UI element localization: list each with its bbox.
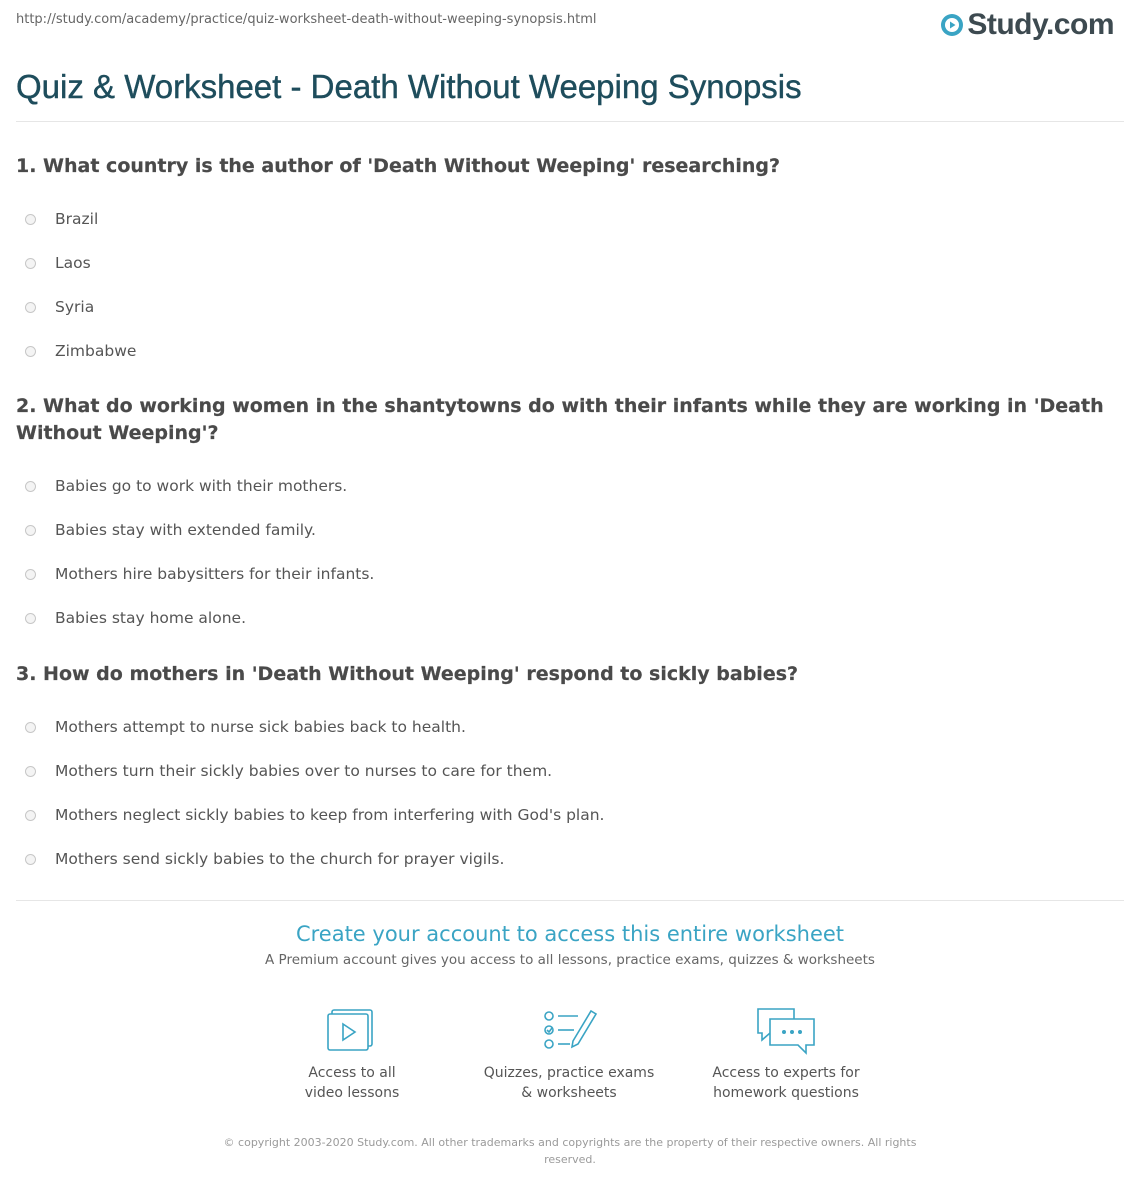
feature-label: Quizzes, practice exams & worksheets <box>483 1065 655 1101</box>
answer-option[interactable] <box>16 793 1124 837</box>
question-text: 3. How do mothers in 'Death Without Weeping' respond to sickly babies? <box>16 663 799 685</box>
copyright-footer: © copyright 2003-2020 Study.com. All other trademarks and copyrights are the property of their respective owners. All rights reserved. <box>223 1136 917 1166</box>
page-url: http://study.com/academy/practice/quiz-worksheet-death-without-weeping-synopsis.html <box>16 12 597 27</box>
option-label: Syria <box>55 298 95 316</box>
feature-experts <box>686 1005 886 1103</box>
quiz-checklist-icon <box>540 1005 598 1055</box>
radio-button[interactable] <box>25 810 36 821</box>
feature-label: Access to experts for homework questions <box>712 1065 860 1101</box>
logo-text: Study.com <box>967 8 1114 41</box>
feature-quizzes <box>469 1005 669 1103</box>
option-label: Laos <box>55 254 91 272</box>
answer-option[interactable] <box>16 749 1124 793</box>
radio-button[interactable] <box>25 854 36 865</box>
option-label: Zimbabwe <box>55 342 137 360</box>
answer-option[interactable] <box>16 837 1124 881</box>
radio-button[interactable] <box>25 302 36 313</box>
study-logo[interactable] <box>940 8 1114 42</box>
chat-bubbles-icon <box>754 1005 818 1055</box>
play-circle-logo-icon <box>940 13 964 37</box>
signup-cta <box>0 922 1140 968</box>
question-text: 1. What country is the author of 'Death Without Weeping' researching? <box>16 155 781 177</box>
option-label: Babies stay home alone. <box>55 609 247 627</box>
top-bar <box>0 0 1140 50</box>
cta-subtitle: A Premium account gives you access to all lessons, practice exams, quizzes & worksheets <box>265 952 875 968</box>
answer-option[interactable] <box>16 241 1124 285</box>
option-label: Babies go to work with their mothers. <box>55 477 348 495</box>
answer-option[interactable] <box>16 508 1124 552</box>
question-1 <box>16 153 1124 373</box>
radio-button[interactable] <box>25 525 36 536</box>
radio-button[interactable] <box>25 722 36 733</box>
question-2 <box>16 393 1124 640</box>
radio-button[interactable] <box>25 346 36 357</box>
answer-options <box>16 705 1124 881</box>
radio-button[interactable] <box>25 258 36 269</box>
answer-option[interactable] <box>16 596 1124 640</box>
answer-option[interactable] <box>16 285 1124 329</box>
option-label: Mothers hire babysitters for their infants. <box>55 565 375 583</box>
question-3 <box>16 661 1124 881</box>
feature-video-lessons <box>252 1005 452 1103</box>
radio-button[interactable] <box>25 214 36 225</box>
radio-button[interactable] <box>25 569 36 580</box>
option-label: Mothers turn their sickly babies over to nurses to care for them. <box>55 762 553 780</box>
answer-option[interactable] <box>16 197 1124 241</box>
answer-options <box>16 197 1124 373</box>
answer-options <box>16 464 1124 640</box>
option-label: Mothers attempt to nurse sick babies back to health. <box>55 718 466 736</box>
option-label: Mothers send sickly babies to the church for prayer vigils. <box>55 850 505 868</box>
answer-option[interactable] <box>16 464 1124 508</box>
answer-option[interactable] <box>16 329 1124 373</box>
cta-title[interactable]: Create your account to access this entire worksheet <box>295 922 845 946</box>
page-title: Quiz & Worksheet - Death Without Weeping Synopsis <box>16 68 802 105</box>
radio-button[interactable] <box>25 766 36 777</box>
option-label: Mothers neglect sickly babies to keep from interfering with God's plan. <box>55 806 605 824</box>
answer-option[interactable] <box>16 705 1124 749</box>
video-lessons-icon <box>324 1005 380 1055</box>
divider <box>16 900 1124 901</box>
radio-button[interactable] <box>25 481 36 492</box>
option-label: Babies stay with extended family. <box>55 521 316 539</box>
radio-button[interactable] <box>25 613 36 624</box>
feature-label: Access to all video lessons <box>304 1065 400 1101</box>
divider <box>16 121 1124 122</box>
option-label: Brazil <box>55 210 99 228</box>
answer-option[interactable] <box>16 552 1124 596</box>
question-text: 2. What do working women in the shantytowns do with their infants while they are working in 'Death Without Weeping'? <box>16 395 1104 444</box>
